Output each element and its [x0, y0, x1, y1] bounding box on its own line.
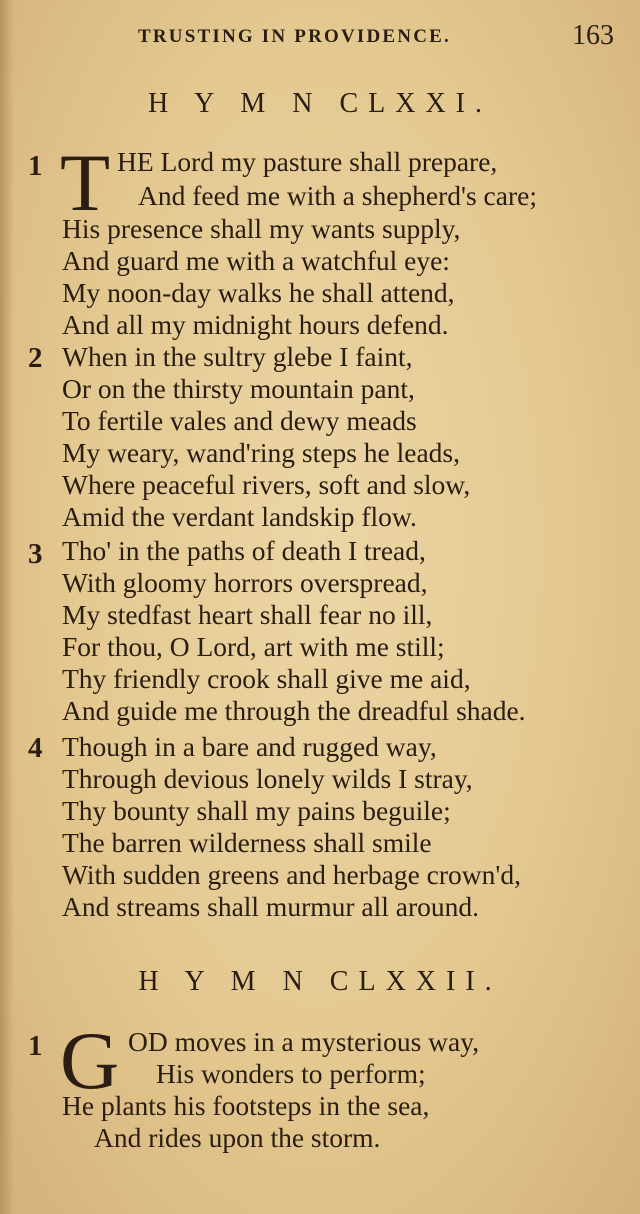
verse-number: 4 [28, 732, 43, 764]
verse-number: 1 [28, 150, 43, 182]
verse-line: His presence shall my wants supply, [62, 213, 461, 244]
verse-line: And streams shall murmur all around. [62, 891, 479, 922]
verse-line: Where peaceful rivers, soft and slow, [62, 469, 471, 500]
verse-line: With sudden greens and herbage crown'd, [62, 859, 521, 890]
verse-line: And guard me with a watchful eye: [62, 245, 450, 276]
verse-line: The barren wilderness shall smile [62, 827, 432, 858]
hymn-title-172: H Y M N CLXXII. [138, 966, 502, 997]
verse-line: To fertile vales and dewy meads [62, 405, 417, 436]
verse-number: 3 [28, 538, 43, 570]
verse-line: And guide me through the dreadful shade. [62, 695, 526, 726]
verse-line: OD moves in a mysterious way, [128, 1026, 480, 1057]
verse-line: HE Lord my pasture shall prepare, [117, 146, 498, 177]
running-head: TRUSTING IN PROVIDENCE. [138, 26, 451, 47]
drop-cap: T [60, 137, 111, 228]
hymn-title-171: H Y M N CLXXI. [147, 88, 493, 119]
drop-cap: G [60, 1015, 120, 1106]
verse-line: Though in a bare and rugged way, [62, 731, 437, 762]
page-edge-shadow [0, 0, 14, 1214]
verse-line: With gloomy horrors overspread, [62, 567, 428, 598]
verse-line: My weary, wand'ring steps he leads, [62, 437, 460, 468]
verse-line: My stedfast heart shall fear no ill, [62, 599, 433, 630]
verse-line: And feed me with a shepherd's care; [138, 180, 537, 211]
verse-line: And all my midnight hours defend. [62, 309, 449, 340]
verse-line: Or on the thirsty mountain pant, [62, 373, 415, 404]
verse-line: His wonders to perform; [156, 1058, 426, 1089]
verse-number: 1 [28, 1030, 43, 1062]
verse-line: For thou, O Lord, art with me still; [62, 631, 445, 662]
verse-number: 2 [28, 342, 43, 374]
page-number: 163 [572, 20, 614, 51]
verse-line: When in the sultry glebe I faint, [62, 341, 413, 372]
verse-line: Thy bounty shall my pains beguile; [62, 795, 451, 826]
verse-line: Through devious lonely wilds I stray, [62, 763, 473, 794]
verse-line: And rides upon the storm. [94, 1122, 381, 1153]
verse-line: He plants his footsteps in the sea, [62, 1090, 430, 1121]
verse-line: My noon-day walks he shall attend, [62, 277, 455, 308]
verse-line: Tho' in the paths of death I tread, [62, 535, 426, 566]
verse-line: Thy friendly crook shall give me aid, [62, 663, 471, 694]
verse-line: Amid the verdant landskip flow. [62, 501, 417, 532]
